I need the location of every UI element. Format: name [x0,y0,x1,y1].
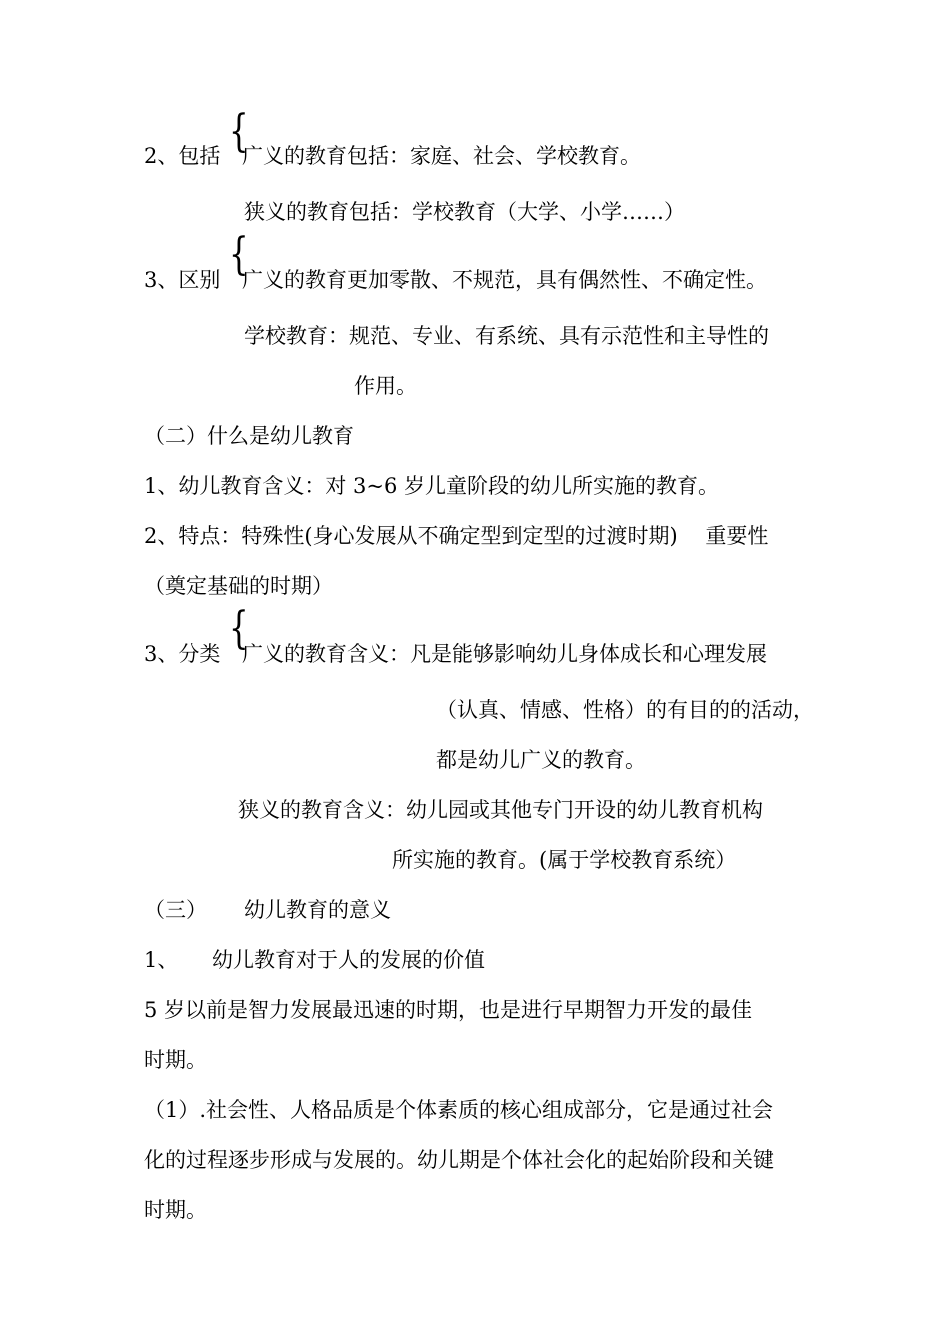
paragraph-intelligence-cont: 时期。 [144,1048,207,1072]
item-category-narrow: 狭义的教育含义：幼儿园或其他专门开设的幼儿教育机构 [238,798,763,822]
section-heading-3-title: 幼儿教育的意义 [244,898,391,922]
paragraph-intelligence: 5 岁以前是智力发展最迅速的时期，也是进行早期智力开发的最佳 [144,998,753,1022]
paragraph-social-cont1: 化的过程逐步形成与发展的。幼儿期是个体社会化的起始阶段和关键 [144,1148,774,1172]
item-includes-narrow: 狭义的教育包括：学校教育（大学、小学……） [244,200,685,224]
item-difference-school-cont: 作用。 [354,374,417,398]
item-category-broad: 广义的教育含义：凡是能够影响幼儿身体成长和心理发展 [242,642,767,666]
paragraph-social: （1）.社会性、人格品质是个体素质的核心组成部分，它是通过社会 [144,1098,774,1122]
item-category-label: 3、分类 [144,642,221,666]
item-value-title: 幼儿教育对于人的发展的价值 [212,948,485,972]
item-difference-broad: 广义的教育更加零散、不规范，具有偶然性、不确定性。 [242,268,767,292]
brace-includes: { [229,106,249,157]
brace-category: { [229,603,249,654]
item-category-broad-cont1: （认真、情感、性格）的有目的的活动， [436,698,814,722]
item-difference-school: 学校教育：规范、专业、有系统、具有示范性和主导性的 [244,324,769,348]
paragraph-social-cont2: 时期。 [144,1198,207,1222]
item-difference-label: 3、区别 [144,268,221,292]
item-value-number: 1、 [144,948,179,972]
item-meaning: 1、幼儿教育含义：对 3~6 岁儿童阶段的幼儿所实施的教育。 [144,474,720,498]
item-includes-label: 2、包括 [144,144,221,168]
item-category-narrow-cont: 所实施的教育。(属于学校教育系统） [392,848,737,872]
brace-difference: { [229,229,249,280]
item-includes-broad: 广义的教育包括：家庭、社会、学校教育。 [242,144,641,168]
item-category-broad-cont2: 都是幼儿广义的教育。 [436,748,646,772]
section-heading-3-number: （三） [144,898,207,922]
section-heading-2: （二）什么是幼儿教育 [144,424,354,448]
item-features-cont: （奠定基础的时期） [144,574,333,598]
item-features: 2、特点：特殊性(身心发展从不确定型到定型的过渡时期) 重要性 [144,524,769,548]
